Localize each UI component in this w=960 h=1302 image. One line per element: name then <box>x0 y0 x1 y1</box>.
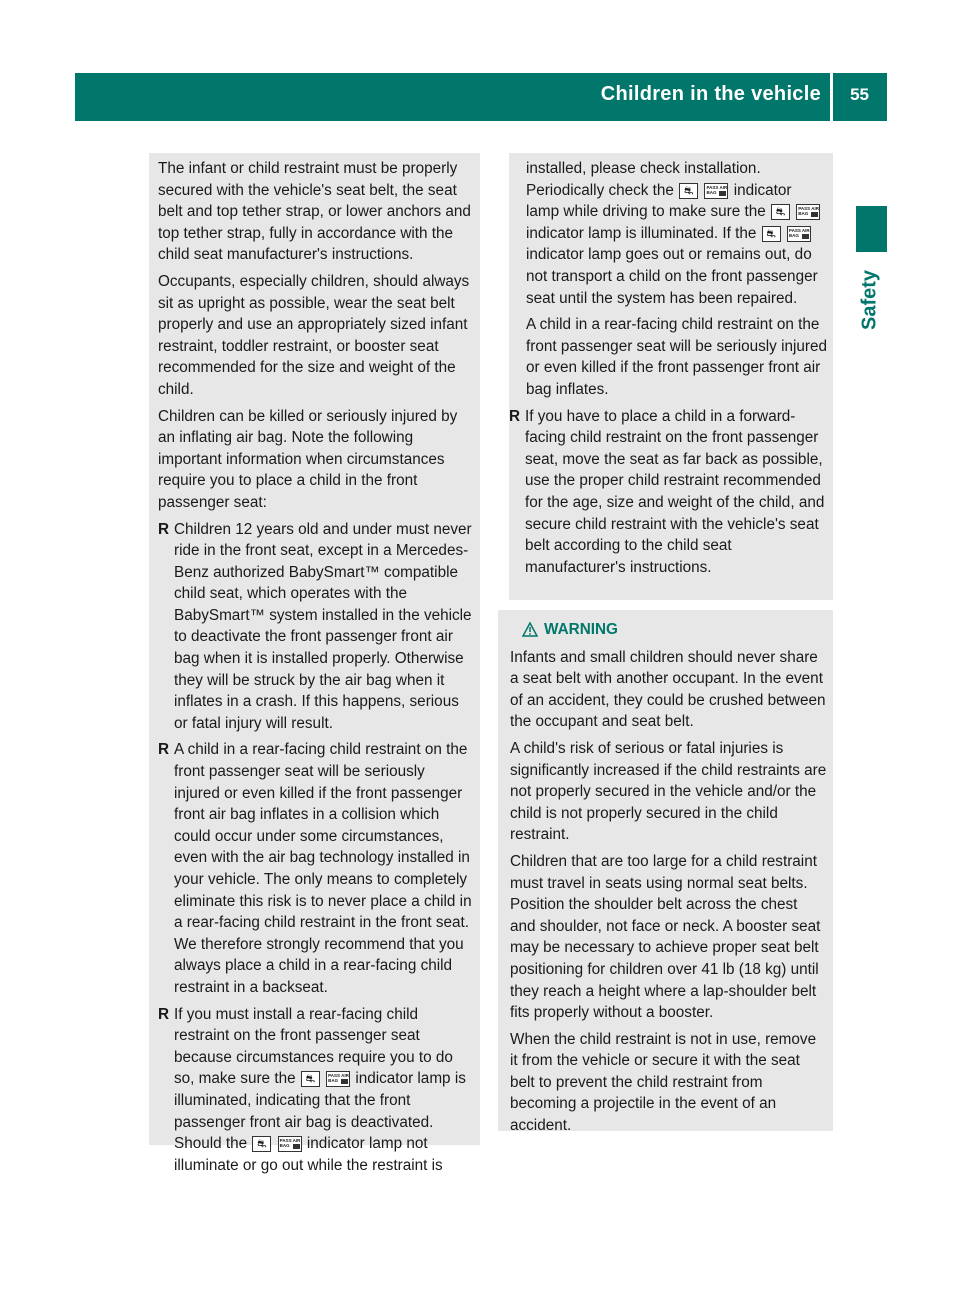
seat-occupancy-icon: ⛐ <box>762 226 781 242</box>
list-item-text: If you have to place a child in a forward-facing child restraint on the front passenger seat, move the seat as far back as possible, use the proper child restraint recommended for the age, size and weight of the child, and secure child restraint with the vehicle's seat belt according to the child seat manufacturer's instructions. <box>525 407 825 576</box>
left-column <box>149 153 480 1174</box>
list-item <box>158 1004 472 1177</box>
airbag-off-icon: PASS AIR BAG <box>796 204 820 220</box>
chapter-title: Children in the vehicle <box>600 83 821 105</box>
airbag-off-icon: PASS AIR BAG <box>787 226 811 242</box>
paragraph: Children can be killed or seriously injured by an inflating air bag. Note the following important information when circumstances require you to place a child in the front passenger seat: <box>158 407 458 511</box>
bullet-icon: R <box>158 1005 170 1023</box>
right-top-column <box>509 153 833 600</box>
warning-paragraph: A child's risk of serious or fatal injuries is significantly increased if the child restraints are not properly secured in the vehicle and/or the child is not properly secured in the child restraint. <box>510 739 827 844</box>
airbag-off-icon: PASS AIR BAG <box>278 1136 302 1152</box>
list-item <box>158 739 472 998</box>
bullet-icon: R <box>158 741 170 759</box>
seat-occupancy-icon: ⛐ <box>679 183 698 199</box>
list-item-text: If you must install a rear-facing child restraint on the front passenger seat because circumstances require you to do so, make sure the <box>174 1005 453 1088</box>
bullet-icon: R <box>158 520 170 538</box>
warning-heading: WARNING <box>510 619 827 641</box>
seat-occupancy-icon: ⛐ <box>771 204 790 220</box>
page-number: 55 <box>850 85 869 104</box>
warning-box <box>498 610 833 1135</box>
list-item <box>158 519 472 735</box>
bullet-icon: R <box>509 407 521 425</box>
list-item <box>509 406 827 579</box>
paragraph: The infant or child restraint must be properly secured with the vehicle's seat belt, the seat belt and top tether strap, or lower anchors and top tether strap, fully in accordance with the child seat manufacturer's instructions. <box>158 160 471 264</box>
airbag-off-icon: PASS AIR BAG <box>326 1071 350 1087</box>
list-item-text: indicator lamp is illuminated, indicating that the front passenger front air bag is deactivated. Should the <box>174 1070 466 1153</box>
paragraph: Occupants, especially children, should always sit as upright as possible, wear the seat belt properly and use an appropriately sized infant restraint, toddler restraint, or booster seat recommended for the size and weight of the child. <box>158 272 470 398</box>
warning-paragraph: Children that are too large for a child restraint must travel in seats using normal seat belts. Position the shoulder belt across the chest and shoulder, not face or neck. A booster seat may be necessary to achieve proper seat belt positioning for children over 41 lb (18 kg) until they reach a height where a lap-shoulder belt fits properly without a booster. <box>510 852 821 1022</box>
list-item-text: A child in a rear-facing child restraint on the front passenger seat will be seriously injured or even killed if the front passenger front air bag inflates in a collision which could occur under some circumstances, even with the air bag technology installed in your vehicle. The only means to completely eliminate this risk is to never place a child in a rear-facing child restraint in the front seat. We therefore strongly recommend that you always place a child in a rear-facing child restraint in a backseat. <box>174 741 472 996</box>
warning-paragraph: When the child restraint is not in use, remove it from the vehicle or secure it with the seat belt to prevent the child restraint from becoming a projectile in the event of an accident. <box>510 1030 817 1135</box>
section-tab-marker <box>856 206 887 252</box>
list-item-text: indicator lamp not illuminate or go out while the restraint is <box>174 1135 443 1174</box>
paragraph: installed, please check installation. Periodically check the ⛐ PASS AIR BAG indicator lamp while driving to make sure the ⛐ PASS AIR BAG indicator lamp is illuminated. If the ⛐ PASS AIR BAG indicator lamp goes out or remains out, do not transport a child on the front passenger seat until the system has been repaired. <box>526 160 820 307</box>
header-divider <box>830 73 833 121</box>
airbag-off-icon: PASS AIR BAG <box>704 183 728 199</box>
section-label: Safety <box>858 269 881 331</box>
warning-triangle-icon <box>522 622 538 637</box>
page-header <box>75 73 887 121</box>
seat-occupancy-icon: ⛐ <box>301 1071 320 1087</box>
seat-occupancy-icon: ⛐ <box>252 1136 271 1152</box>
warning-paragraph: Infants and small children should never share a seat belt with another occupant. In the event of an accident, they could be crushed between the occupant and seat belt. <box>510 648 826 731</box>
list-item-text: Children 12 years old and under must never ride in the front seat, except in a Mercedes-Benz authorized BabySmart™ compatible child seat, which operates with the BabySmart™ system installed in the vehicle to deactivate the front passenger front air bag when it is installed properly. Otherwise they will be struck by the air bag when it inflates in a crash. If this happens, serious or fatal injury will result. <box>174 520 472 732</box>
paragraph: A child in a rear-facing child restraint on the front passenger seat will be seriously injured or even killed if the front passenger front air bag inflates. <box>526 316 827 398</box>
